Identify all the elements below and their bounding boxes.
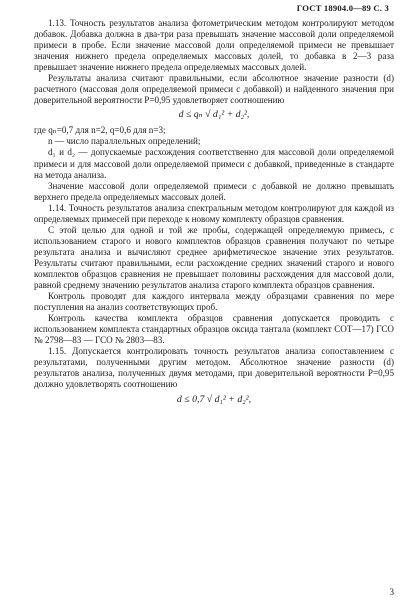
paragraph-1-14: 1.14. Точность результатов анализа спектральным методом контролируют для каждой из определяемых примесей при переходе к новому комплекту образцов сравнения. bbox=[34, 202, 394, 224]
paragraph-1-13-limit: Значение массовой доли определяемой примеси с добавкой не должно превышать верхнего предела определяемых массовых долей. bbox=[34, 180, 394, 202]
formula-where: где qₙ=0,7 для n=2, q=0,6 для n=3; bbox=[34, 125, 166, 136]
paragraph-1-14-control: Контроль проводят для каждого интервала между образцами сравнения по мере поступления на анализ соответствующих проб. bbox=[34, 291, 394, 313]
formula-1: d ≤ qₙ √ d₁² + d₂², bbox=[178, 109, 250, 121]
paragraph-1-14-procedure: С этой целью для одной и той же пробы, содержащей определяемую примесь, с использованием старого и нового комплектов образцов сравнения получают по четыре результата анализа и вычисляют среднее арифметическое значение этих результатов. Результаты считают правильными, если расхождение средних значений старого и нового комплектов образцов сравнения не превышает половины расхождения для массовой доли, равной среднему значению результатов анализа старого комплекта образцов сравнения. bbox=[34, 224, 394, 291]
page-number: 3 bbox=[389, 587, 394, 597]
document-body bbox=[34, 18, 394, 410]
paragraph-1-13: 1.13. Точность результатов анализа фотометрическим методом контролируют методом добавок. Добавка должна в два-три раза превышать значение массовой доли определяемой примеси в пробе. Если значение массовой доли определяемой примеси не превышает значения нижнего предела определяемых массовых долей, то добавка в 2—3 раза превышает значение нижнего предела определяемых массовых долей. bbox=[34, 18, 394, 73]
paragraph-1-15: 1.15. Допускается контролировать точность результатов анализа сопоставлением с результатами, полученными другим методом. Абсолютное значение разности (d) результатов анализа, полученных двумя методами, при доверительной вероятности P=0,95 должно удовлетворять соотношению bbox=[34, 346, 394, 390]
paragraph-1-14-quality: Контроль качества комплекта образцов сравнения допускается проводить с использованием комплекта стандартных образцов оксида тантала (комплект СОТ—17) ГСО № 2798—83 — ГСО № 2803—83. bbox=[34, 313, 394, 346]
definition-d1-d2: d₁ и d₂ — допускаемые расхождения соответственно для массовой доли определяемой примеси и для массовой доли определяемой примеси с добавкой, приведенные в стандарте на метода анализа. bbox=[34, 147, 394, 180]
definition-n: n — число параллельных определений; bbox=[48, 136, 201, 147]
paragraph-1-13-results: Результаты анализа считают правильными, если абсолютное значение разности (d) расчетного (массовая доля определяемой примеси с добавкой) и найденного значения при доверительной вероятности P=0,95 удовлетворяет соотношению bbox=[34, 73, 394, 106]
formula-2: d ≤ 0,7 √ d₁² + d₂², bbox=[176, 393, 252, 405]
page-header: ГОСТ 18904.0—89 С. 3 bbox=[296, 3, 389, 13]
